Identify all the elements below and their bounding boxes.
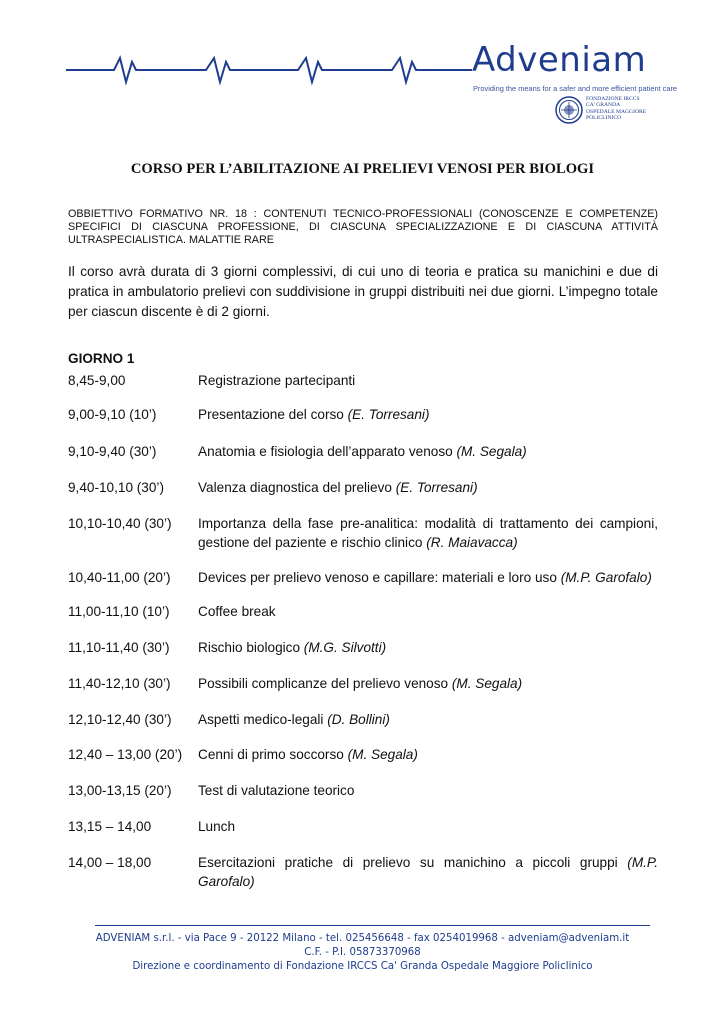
activity-speaker: (M. Segala) [456,444,527,459]
schedule-time: 12,40 – 13,00 (20’) [68,747,183,762]
foundation-line: OSPEDALE MAGGIORE [586,108,647,115]
training-objective: OBBIETTIVO FORMATIVO NR. 18 : CONTENUTI TECNICO-PROFESSIONALI (CONOSCENZE E COMPETENZE) SPECIFICI DI CIASCUNA PROFESSIONE, DI CIASCUNA SPECIALIZZAZIONE E DI CIASCUNA ATTIVITÀ ULTRASPECIALISTICA. MALATTIE RARE [68,208,658,246]
activity-speaker: (M. Segala) [451,676,523,691]
brand-tagline: Providing the means for a safer and more efficient patient care [473,84,678,93]
schedule-time: 10,40-11,00 (20’) [68,570,171,585]
schedule-time: 9,00-9,10 (10’) [68,407,157,422]
activity-title: Cenni di primo soccorso [198,747,344,762]
schedule-time: 11,40-12,10 (30’) [68,676,171,691]
schedule-activity [198,638,658,657]
schedule-activity [198,568,658,587]
schedule-time: 13,15 – 14,00 [68,819,152,834]
schedule-time: 10,10-10,40 (30’) [68,516,172,531]
activity-title: Presentazione del corso [198,407,344,422]
schedule-time: 12,10-12,40 (30’) [68,712,172,727]
schedule-time: 9,40-10,10 (30’) [68,480,164,495]
schedule-time: 11,10-11,40 (30’) [68,640,170,655]
activity-speaker: (E. Torresani) [347,407,430,422]
foundation-line: POLICLINICO [586,115,622,122]
footer-direction: Direzione e coordinamento di Fondazione IRCCS Ca' Granda Ospedale Maggiore Policlinico [132,961,593,972]
activity-title: Test di valutazione teorico [198,783,355,798]
activity-title: Anatomia e fisiologia dell’apparato venoso [198,444,453,459]
schedule-time: 9,10-9,40 (30’) [68,444,157,459]
foundation-seal-icon [555,96,583,124]
footer-address: ADVENIAM s.r.l. - via Pace 9 - 20122 Milano - tel. 025456648 - fax 0254019968 - adveniam@adveniam.it [95,933,630,944]
activity-speaker: (E. Torresani) [395,480,478,495]
activity-title: Esercitazioni pratiche di prelievo su manichino a piccoli gruppi [198,855,618,870]
activity-speaker: (M.P. Garofalo) [198,855,659,889]
schedule-time: 11,00-11,10 (10’) [68,604,170,619]
schedule-time: 13,00-13,15 (20’) [68,783,172,798]
activity-title: Aspetti medico-legali [198,712,324,727]
schedule-time: 8,45-9,00 [68,373,126,388]
foundation-line: FONDAZIONE IRCCS [586,96,640,102]
footer-tax-id: C.F. - P.I. 05873370968 [304,947,421,958]
activity-speaker: (M. Segala) [347,747,418,762]
foundation-line: CA' GRANDA [586,102,621,109]
day-heading: GIORNO 1 [68,351,135,366]
schedule-activity [198,478,658,497]
schedule-activity [198,602,658,621]
schedule-activity [198,514,658,552]
activity-speaker: (D. Bollini) [327,712,390,727]
activity-title: Valenza diagnostica del prelievo [198,480,392,495]
footer [0,932,725,974]
activity-title: Importanza della fase pre-analitica: modalità di trattamento dei campioni, gestione del paziente e rischio clinico [198,516,658,550]
ecg-line-logo [66,50,476,90]
activity-speaker: (M.P. Garofalo) [560,570,652,585]
document-title: CORSO PER L’ABILITAZIONE AI PRELIEVI VENOSI PER BIOLOGI [130,161,595,177]
activity-title: Devices per prelievo venoso e capillare: materiali e loro uso [198,570,557,585]
activity-title: Lunch [198,819,236,834]
schedule-activity [198,674,658,693]
schedule-activity [198,781,658,800]
activity-speaker: (M.G. Silvotti) [303,640,387,655]
course-intro: Il corso avrà durata di 3 giorni complessivi, di cui uno di teoria e pratica su manichini e due di pratica in ambulatorio prelievi con suddivisione in gruppi distribuiti nei due giorni. L’impegno totale per ciascun discente è di 2 giorni. [68,264,658,319]
activity-title: Possibili complicanze del prelievo venoso [198,676,449,691]
activity-title: Registrazione partecipanti [198,373,356,388]
schedule-activity [198,817,658,836]
schedule-activity [198,710,658,729]
brand-name: Adveniam [472,40,647,80]
schedule-activity [198,853,658,891]
letterhead [0,0,725,140]
footer-divider [95,925,650,926]
schedule-activity [198,405,658,424]
activity-title: Rischio biologico [198,640,301,655]
activity-title: Coffee break [198,604,276,619]
schedule-activity [198,745,658,764]
foundation-name [586,96,646,122]
schedule-activity [198,442,658,461]
schedule-activity [198,371,658,390]
activity-speaker: (R. Maiavacca) [426,535,518,550]
schedule-time: 14,00 – 18,00 [68,855,152,870]
